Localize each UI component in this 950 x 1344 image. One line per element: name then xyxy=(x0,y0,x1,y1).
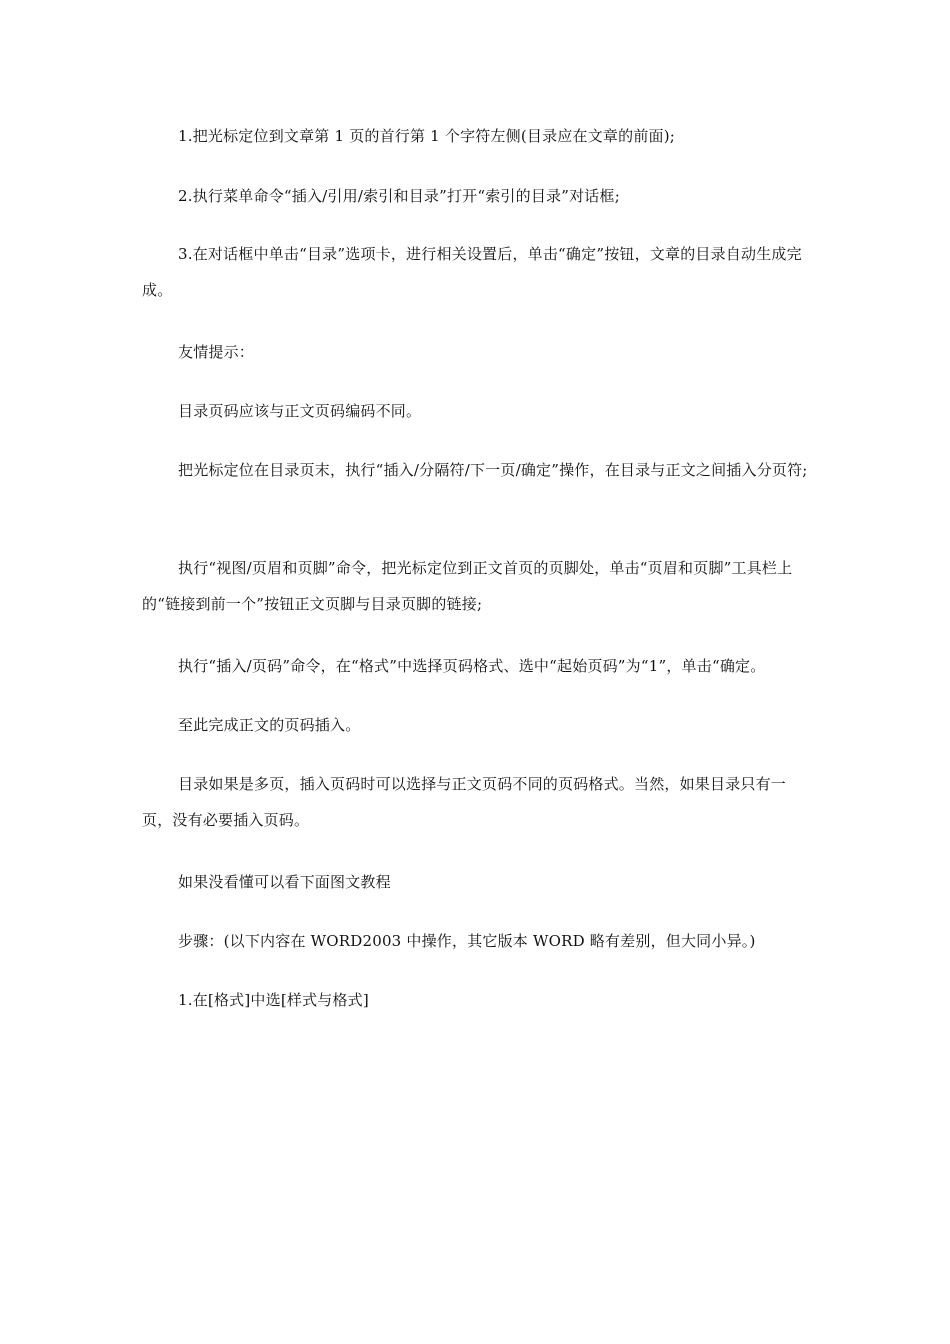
paragraph-step-3-dialog: 3.在对话框中单击“目录”选项卡，进行相关设置后，单击“确定”按钮，文章的目录自动生成完成。 xyxy=(142,245,802,299)
paragraph-tip-page-number: 执行“插入/页码”命令，在“格式”中选择页码格式、选中“起始页码”为“1”，单击“确定。 xyxy=(178,657,766,675)
paragraph-steps-note: 步骤：(以下内容在 WORD2003 中操作，其它版本 WORD 略有差别，但大同小异。) xyxy=(178,932,756,950)
paragraph-tip-footer-link: 执行“视图/页眉和页脚”命令，把光标定位到正文首页的页脚处，单击“页眉和页脚”工具栏上的“链接到前一个”按钮正文页脚与目录页脚的链接; xyxy=(142,559,793,613)
paragraph-step-2-menu: 2.执行菜单命令“插入/引用/索引和目录”打开“索引的目录”对话框; xyxy=(178,187,620,205)
paragraph-tip-done: 至此完成正文的页码插入。 xyxy=(178,716,361,734)
paragraph-tip-section-break: 把光标定位在目录页末，执行“插入/分隔符/下一页/确定”操作，在目录与正文之间插入分页符; xyxy=(178,461,808,479)
paragraph-tip-heading: 友情提示： xyxy=(178,343,255,361)
paragraph-tutorial-intro: 如果没看懂可以看下面图文教程 xyxy=(178,873,391,891)
paragraph-step-format: 1.在[格式]中选[样式与格式] xyxy=(178,991,369,1009)
paragraph-tip-numbering: 目录页码应该与正文页码编码不同。 xyxy=(178,402,422,420)
paragraph-tip-multipage: 目录如果是多页，插入页码时可以选择与正文页码不同的页码格式。当然，如果目录只有一页，没有必要插入页码。 xyxy=(142,775,787,829)
paragraph-step-1-cursor: 1.把光标定位到文章第 1 页的首行第 1 个字符左侧(目录应在文章的前面); xyxy=(178,127,676,145)
